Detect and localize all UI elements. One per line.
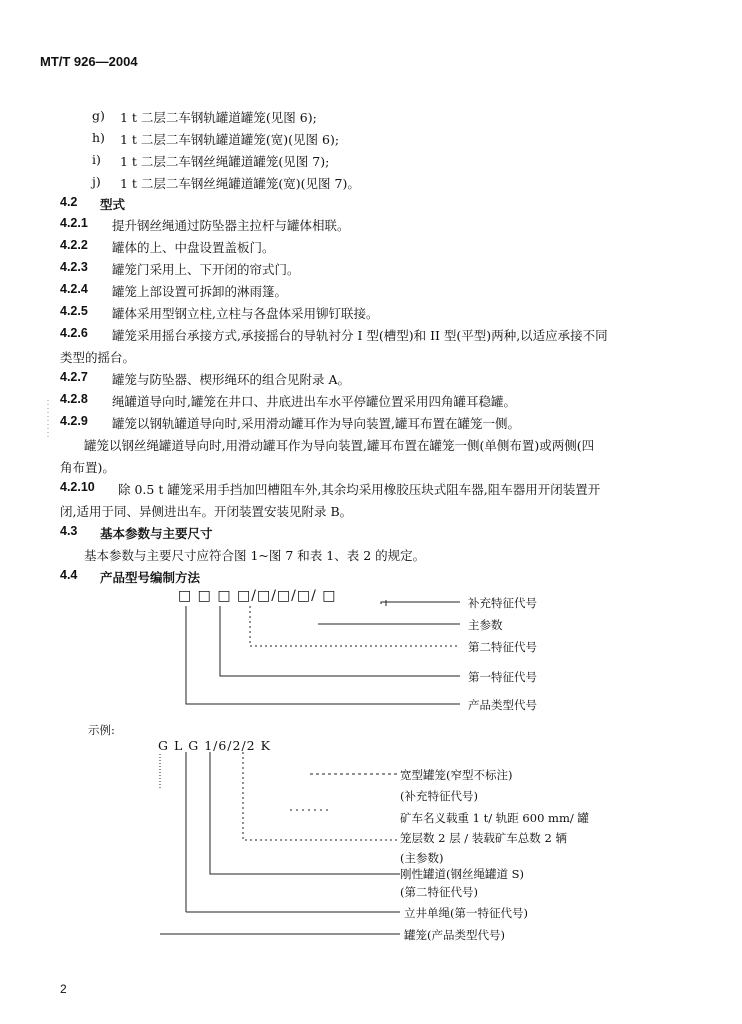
example-title: 示例: bbox=[88, 723, 115, 737]
clause-text: 罐笼采用摇台承接方式,承接摇台的导轨衬分 I 型(槽型)和 II 型(平型)两种,以适应承接不同 bbox=[112, 328, 608, 343]
model-label-supplementary: 补充特征代号 bbox=[468, 596, 537, 610]
list-label-i: i) bbox=[92, 152, 101, 167]
example-label: 笼层数 2 层 / 装载矿车总数 2 辆 bbox=[400, 831, 567, 845]
clause-text: 罐体采用型钢立柱,立柱与各盘体采用铆钉联接。 bbox=[112, 306, 379, 321]
section-4-2-title: 型式 bbox=[100, 197, 126, 212]
clause-text: 罐体的上、中盘设置盖板门。 bbox=[112, 240, 275, 255]
section-4-4-title: 产品型号编制方法 bbox=[100, 570, 201, 585]
model-label-first-feature: 第一特征代号 bbox=[468, 670, 537, 684]
model-code-template: □ □ □ □/□/□/□/ □ bbox=[178, 588, 337, 604]
section-4-3-number: 4.3 bbox=[60, 524, 78, 538]
clause-number: 4.2.4 bbox=[60, 282, 88, 296]
model-label-second-feature: 第二特征代号 bbox=[468, 640, 537, 654]
clause-number: 4.2.9 bbox=[60, 414, 88, 428]
clause-text-continued: 闭,适用于同、异侧进出车。开闭装置安装见附录 B。 bbox=[60, 504, 353, 519]
section-4-3-title: 基本参数与主要尺寸 bbox=[100, 526, 213, 541]
section-4-4-number: 4.4 bbox=[60, 568, 78, 582]
example-label: 刚性罐道(钢丝绳罐道 S) bbox=[400, 867, 525, 881]
clause-text-continued: 罐笼以钢丝绳罐道导向时,用滑动罐耳作为导向装置,罐耳布置在罐笼一侧(单侧布置)或两侧(四 bbox=[84, 438, 595, 453]
clause-number: 4.2.10 bbox=[60, 480, 95, 494]
list-label-h: h) bbox=[92, 130, 105, 145]
clause-text-continued: 类型的摇台。 bbox=[60, 350, 136, 365]
page-number: 2 bbox=[60, 982, 67, 996]
clause-number: 4.2.8 bbox=[60, 392, 88, 406]
example-label: (补充特征代号) bbox=[400, 789, 478, 803]
clause-text: 罐笼上部设置可拆卸的淋雨篷。 bbox=[112, 284, 288, 299]
example-label: 矿车名义载重 1 t/ 轨距 600 mm/ 罐 bbox=[400, 811, 589, 825]
clause-number: 4.2.1 bbox=[60, 216, 88, 230]
clause-text-continued: 角布置)。 bbox=[60, 460, 115, 475]
section-4-2-number: 4.2 bbox=[60, 195, 78, 209]
document-header: MT/T 926—2004 bbox=[40, 54, 138, 69]
example-label: (主参数) bbox=[400, 851, 444, 865]
list-label-g: g) bbox=[92, 108, 105, 123]
example-code: G L G 1/6/2/2 K bbox=[158, 738, 271, 753]
model-label-product-type: 产品类型代号 bbox=[468, 698, 537, 712]
list-text-h: 1 t 二层二车钢轨罐道罐笼(宽)(见图 6); bbox=[120, 132, 340, 147]
example-label: 罐笼(产品类型代号) bbox=[404, 928, 505, 942]
clause-number: 4.2.2 bbox=[60, 238, 88, 252]
clause-number: 4.2.5 bbox=[60, 304, 88, 318]
clause-text: 罐笼以钢轨罐道导向时,采用滑动罐耳作为导向装置,罐耳布置在罐笼一侧。 bbox=[112, 416, 520, 431]
list-text-g: 1 t 二层二车钢轨罐道罐笼(见图 6); bbox=[120, 110, 317, 125]
section-4-3-body: 基本参数与主要尺寸应符合图 1~图 7 和表 1、表 2 的规定。 bbox=[84, 548, 426, 563]
list-text-i: 1 t 二层二车钢丝绳罐道罐笼(见图 7); bbox=[120, 154, 330, 169]
list-label-j: j) bbox=[92, 174, 101, 189]
clause-text: 绳罐道导向时,罐笼在井口、井底进出车水平停罐位置采用四角罐耳稳罐。 bbox=[112, 394, 516, 409]
clause-text: 提升钢丝绳通过防坠器主拉杆与罐体相联。 bbox=[112, 218, 350, 233]
example-label: 宽型罐笼(窄型不标注) bbox=[400, 768, 513, 782]
clause-text: 除 0.5 t 罐笼采用手挡加凹槽阻车外,其余均采用橡胶压块式阻车器,阻车器用开闭装置开 bbox=[118, 482, 601, 497]
clause-number: 4.2.6 bbox=[60, 326, 88, 340]
list-text-j: 1 t 二层二车钢丝绳罐道罐笼(宽)(见图 7)。 bbox=[120, 176, 360, 191]
clause-text: 罐笼门采用上、下开闭的帘式门。 bbox=[112, 262, 300, 277]
example-label: (第二特征代号) bbox=[400, 885, 478, 899]
clause-number: 4.2.7 bbox=[60, 370, 88, 384]
clause-number: 4.2.3 bbox=[60, 260, 88, 274]
example-label: 立井单绳(第一特征代号) bbox=[404, 906, 528, 920]
model-label-main-parameter: 主参数 bbox=[468, 618, 503, 632]
clause-text: 罐笼与防坠器、楔形绳环的组合见附录 A。 bbox=[112, 372, 351, 387]
